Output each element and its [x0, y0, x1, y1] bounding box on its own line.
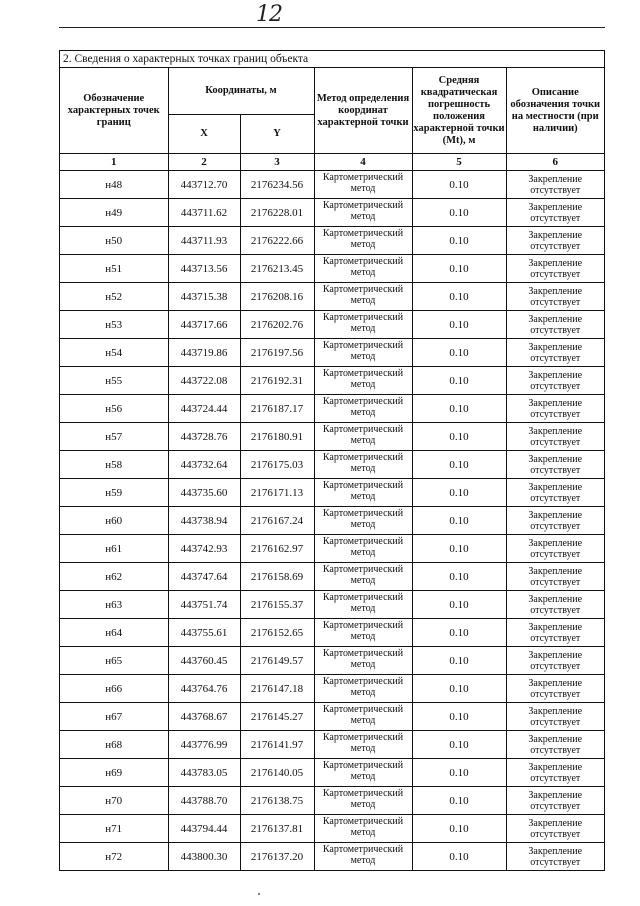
- y-cell: 2176141.97: [240, 731, 314, 759]
- x-cell: 443755.61: [168, 619, 240, 647]
- section-title: 2. Сведения о характерных точках границ объекта: [60, 51, 604, 68]
- y-cell: 2176228.01: [240, 199, 314, 227]
- table-row: [60, 171, 604, 199]
- y-cell: 2176208.16: [240, 283, 314, 311]
- y-cell: 2176180.91: [240, 423, 314, 451]
- header-y: Y: [240, 115, 314, 154]
- point-cell: н65: [60, 647, 168, 675]
- y-cell: 2176158.69: [240, 563, 314, 591]
- y-cell: 2176137.81: [240, 815, 314, 843]
- point-cell: н49: [60, 199, 168, 227]
- description-cell: Закрепление отсутствует: [506, 199, 604, 227]
- method-cell: Картометрический метод: [314, 535, 412, 563]
- point-cell: н51: [60, 255, 168, 283]
- x-cell: 443735.60: [168, 479, 240, 507]
- points-table-frame: [59, 50, 605, 871]
- description-cell: Закрепление отсутствует: [506, 255, 604, 283]
- header-method: Метод определения координат характерной точки: [314, 68, 412, 154]
- table-row: [60, 367, 604, 395]
- point-cell: н66: [60, 675, 168, 703]
- table-row: [60, 647, 604, 675]
- column-number: 5: [412, 154, 506, 171]
- table-row: [60, 255, 604, 283]
- x-cell: 443788.70: [168, 787, 240, 815]
- point-cell: н64: [60, 619, 168, 647]
- x-cell: 443783.05: [168, 759, 240, 787]
- column-number: 2: [168, 154, 240, 171]
- y-cell: 2176234.56: [240, 171, 314, 199]
- point-cell: н58: [60, 451, 168, 479]
- description-cell: Закрепление отсутствует: [506, 815, 604, 843]
- y-cell: 2176147.18: [240, 675, 314, 703]
- table-row: [60, 759, 604, 787]
- x-cell: 443713.56: [168, 255, 240, 283]
- y-cell: 2176155.37: [240, 591, 314, 619]
- method-cell: Картометрический метод: [314, 507, 412, 535]
- x-cell: 443747.64: [168, 563, 240, 591]
- error-cell: 0.10: [412, 451, 506, 479]
- error-cell: 0.10: [412, 703, 506, 731]
- description-cell: Закрепление отсутствует: [506, 367, 604, 395]
- description-cell: Закрепление отсутствует: [506, 563, 604, 591]
- error-cell: 0.10: [412, 647, 506, 675]
- error-cell: 0.10: [412, 423, 506, 451]
- description-cell: Закрепление отсутствует: [506, 423, 604, 451]
- table-row: [60, 283, 604, 311]
- y-cell: 2176213.45: [240, 255, 314, 283]
- point-cell: н55: [60, 367, 168, 395]
- point-cell: н54: [60, 339, 168, 367]
- point-cell: н59: [60, 479, 168, 507]
- method-cell: Картометрический метод: [314, 171, 412, 199]
- error-cell: 0.10: [412, 591, 506, 619]
- scan-dot: [258, 893, 260, 895]
- method-cell: Картометрический метод: [314, 787, 412, 815]
- point-cell: н67: [60, 703, 168, 731]
- error-cell: 0.10: [412, 283, 506, 311]
- description-cell: Закрепление отсутствует: [506, 731, 604, 759]
- method-cell: Картометрический метод: [314, 479, 412, 507]
- method-cell: Картометрический метод: [314, 815, 412, 843]
- column-number: 6: [506, 154, 604, 171]
- error-cell: 0.10: [412, 255, 506, 283]
- header-x: X: [168, 115, 240, 154]
- x-cell: 443732.64: [168, 451, 240, 479]
- description-cell: Закрепление отсутствует: [506, 787, 604, 815]
- table-row: [60, 451, 604, 479]
- y-cell: 2176145.27: [240, 703, 314, 731]
- method-cell: Картометрический метод: [314, 283, 412, 311]
- error-cell: 0.10: [412, 339, 506, 367]
- x-cell: 443764.76: [168, 675, 240, 703]
- error-cell: 0.10: [412, 507, 506, 535]
- description-cell: Закрепление отсутствует: [506, 591, 604, 619]
- error-cell: 0.10: [412, 787, 506, 815]
- point-cell: н69: [60, 759, 168, 787]
- column-number: 4: [314, 154, 412, 171]
- description-cell: Закрепление отсутствует: [506, 451, 604, 479]
- table-row: [60, 227, 604, 255]
- description-cell: Закрепление отсутствует: [506, 703, 604, 731]
- point-cell: н48: [60, 171, 168, 199]
- error-cell: 0.10: [412, 227, 506, 255]
- error-cell: 0.10: [412, 815, 506, 843]
- error-cell: 0.10: [412, 731, 506, 759]
- point-cell: н71: [60, 815, 168, 843]
- method-cell: Картометрический метод: [314, 647, 412, 675]
- y-cell: 2176222.66: [240, 227, 314, 255]
- method-cell: Картометрический метод: [314, 311, 412, 339]
- y-cell: 2176137.20: [240, 843, 314, 871]
- point-cell: н57: [60, 423, 168, 451]
- x-cell: 443768.67: [168, 703, 240, 731]
- x-cell: 443742.93: [168, 535, 240, 563]
- point-cell: н70: [60, 787, 168, 815]
- point-cell: н61: [60, 535, 168, 563]
- y-cell: 2176167.24: [240, 507, 314, 535]
- description-cell: Закрепление отсутствует: [506, 283, 604, 311]
- error-cell: 0.10: [412, 619, 506, 647]
- method-cell: Картометрический метод: [314, 395, 412, 423]
- y-cell: 2176175.03: [240, 451, 314, 479]
- method-cell: Картометрический метод: [314, 423, 412, 451]
- page-number: 12: [256, 2, 282, 27]
- top-rule: [59, 27, 605, 28]
- error-cell: 0.10: [412, 563, 506, 591]
- method-cell: Картометрический метод: [314, 731, 412, 759]
- point-cell: н56: [60, 395, 168, 423]
- x-cell: 443712.70: [168, 171, 240, 199]
- error-cell: 0.10: [412, 479, 506, 507]
- table-row: [60, 339, 604, 367]
- column-number: 1: [60, 154, 168, 171]
- description-cell: Закрепление отсутствует: [506, 311, 604, 339]
- point-cell: н63: [60, 591, 168, 619]
- x-cell: 443719.86: [168, 339, 240, 367]
- y-cell: 2176162.97: [240, 535, 314, 563]
- header-coordinates: Координаты, м: [168, 68, 314, 115]
- y-cell: 2176187.17: [240, 395, 314, 423]
- table-row: [60, 703, 604, 731]
- description-cell: Закрепление отсутствует: [506, 227, 604, 255]
- method-cell: Картометрический метод: [314, 843, 412, 871]
- method-cell: Картометрический метод: [314, 591, 412, 619]
- error-cell: 0.10: [412, 675, 506, 703]
- header-description: Описание обозначения точки на местности (при наличии): [506, 68, 604, 154]
- error-cell: 0.10: [412, 171, 506, 199]
- description-cell: Закрепление отсутствует: [506, 535, 604, 563]
- table-row: [60, 619, 604, 647]
- table-row: [60, 535, 604, 563]
- x-cell: 443794.44: [168, 815, 240, 843]
- y-cell: 2176171.13: [240, 479, 314, 507]
- description-cell: Закрепление отсутствует: [506, 675, 604, 703]
- method-cell: Картометрический метод: [314, 675, 412, 703]
- header-error: Средняя квадратическая погрешность положения характерной точки (Mt), м: [412, 68, 506, 154]
- table-row: [60, 423, 604, 451]
- header-point-label: Обозначение характерных точек границ: [60, 68, 168, 154]
- description-cell: Закрепление отсутствует: [506, 395, 604, 423]
- point-cell: н53: [60, 311, 168, 339]
- table-row: [60, 675, 604, 703]
- table-row: [60, 787, 604, 815]
- x-cell: 443711.62: [168, 199, 240, 227]
- error-cell: 0.10: [412, 367, 506, 395]
- x-cell: 443800.30: [168, 843, 240, 871]
- method-cell: Картометрический метод: [314, 563, 412, 591]
- point-cell: н60: [60, 507, 168, 535]
- y-cell: 2176138.75: [240, 787, 314, 815]
- table-row: [60, 395, 604, 423]
- table-row: [60, 199, 604, 227]
- y-cell: 2176192.31: [240, 367, 314, 395]
- y-cell: 2176140.05: [240, 759, 314, 787]
- error-cell: 0.10: [412, 535, 506, 563]
- method-cell: Картометрический метод: [314, 367, 412, 395]
- x-cell: 443751.74: [168, 591, 240, 619]
- x-cell: 443717.66: [168, 311, 240, 339]
- table-row: [60, 479, 604, 507]
- error-cell: 0.10: [412, 395, 506, 423]
- method-cell: Картометрический метод: [314, 255, 412, 283]
- method-cell: Картометрический метод: [314, 199, 412, 227]
- table-row: [60, 843, 604, 871]
- method-cell: Картометрический метод: [314, 703, 412, 731]
- x-cell: 443776.99: [168, 731, 240, 759]
- point-cell: н50: [60, 227, 168, 255]
- table-row: [60, 815, 604, 843]
- empty-footer-row: [60, 871, 604, 893]
- table-row: [60, 731, 604, 759]
- error-cell: 0.10: [412, 843, 506, 871]
- method-cell: Картометрический метод: [314, 451, 412, 479]
- column-number: 3: [240, 154, 314, 171]
- description-cell: Закрепление отсутствует: [506, 647, 604, 675]
- y-cell: 2176202.76: [240, 311, 314, 339]
- x-cell: 443711.93: [168, 227, 240, 255]
- y-cell: 2176197.56: [240, 339, 314, 367]
- method-cell: Картометрический метод: [314, 759, 412, 787]
- point-cell: н62: [60, 563, 168, 591]
- x-cell: 443760.45: [168, 647, 240, 675]
- point-cell: н52: [60, 283, 168, 311]
- y-cell: 2176149.57: [240, 647, 314, 675]
- method-cell: Картометрический метод: [314, 619, 412, 647]
- description-cell: Закрепление отсутствует: [506, 171, 604, 199]
- y-cell: 2176152.65: [240, 619, 314, 647]
- description-cell: Закрепление отсутствует: [506, 479, 604, 507]
- point-cell: н72: [60, 843, 168, 871]
- method-cell: Картометрический метод: [314, 227, 412, 255]
- description-cell: Закрепление отсутствует: [506, 507, 604, 535]
- error-cell: 0.10: [412, 199, 506, 227]
- table-row: [60, 311, 604, 339]
- x-cell: 443722.08: [168, 367, 240, 395]
- error-cell: 0.10: [412, 311, 506, 339]
- x-cell: 443738.94: [168, 507, 240, 535]
- description-cell: Закрепление отсутствует: [506, 619, 604, 647]
- description-cell: Закрепление отсутствует: [506, 843, 604, 871]
- point-cell: н68: [60, 731, 168, 759]
- error-cell: 0.10: [412, 759, 506, 787]
- description-cell: Закрепление отсутствует: [506, 759, 604, 787]
- x-cell: 443715.38: [168, 283, 240, 311]
- x-cell: 443728.76: [168, 423, 240, 451]
- x-cell: 443724.44: [168, 395, 240, 423]
- table-row: [60, 563, 604, 591]
- method-cell: Картометрический метод: [314, 339, 412, 367]
- description-cell: Закрепление отсутствует: [506, 339, 604, 367]
- table-row: [60, 507, 604, 535]
- boundary-points-table: [60, 68, 604, 892]
- table-row: [60, 591, 604, 619]
